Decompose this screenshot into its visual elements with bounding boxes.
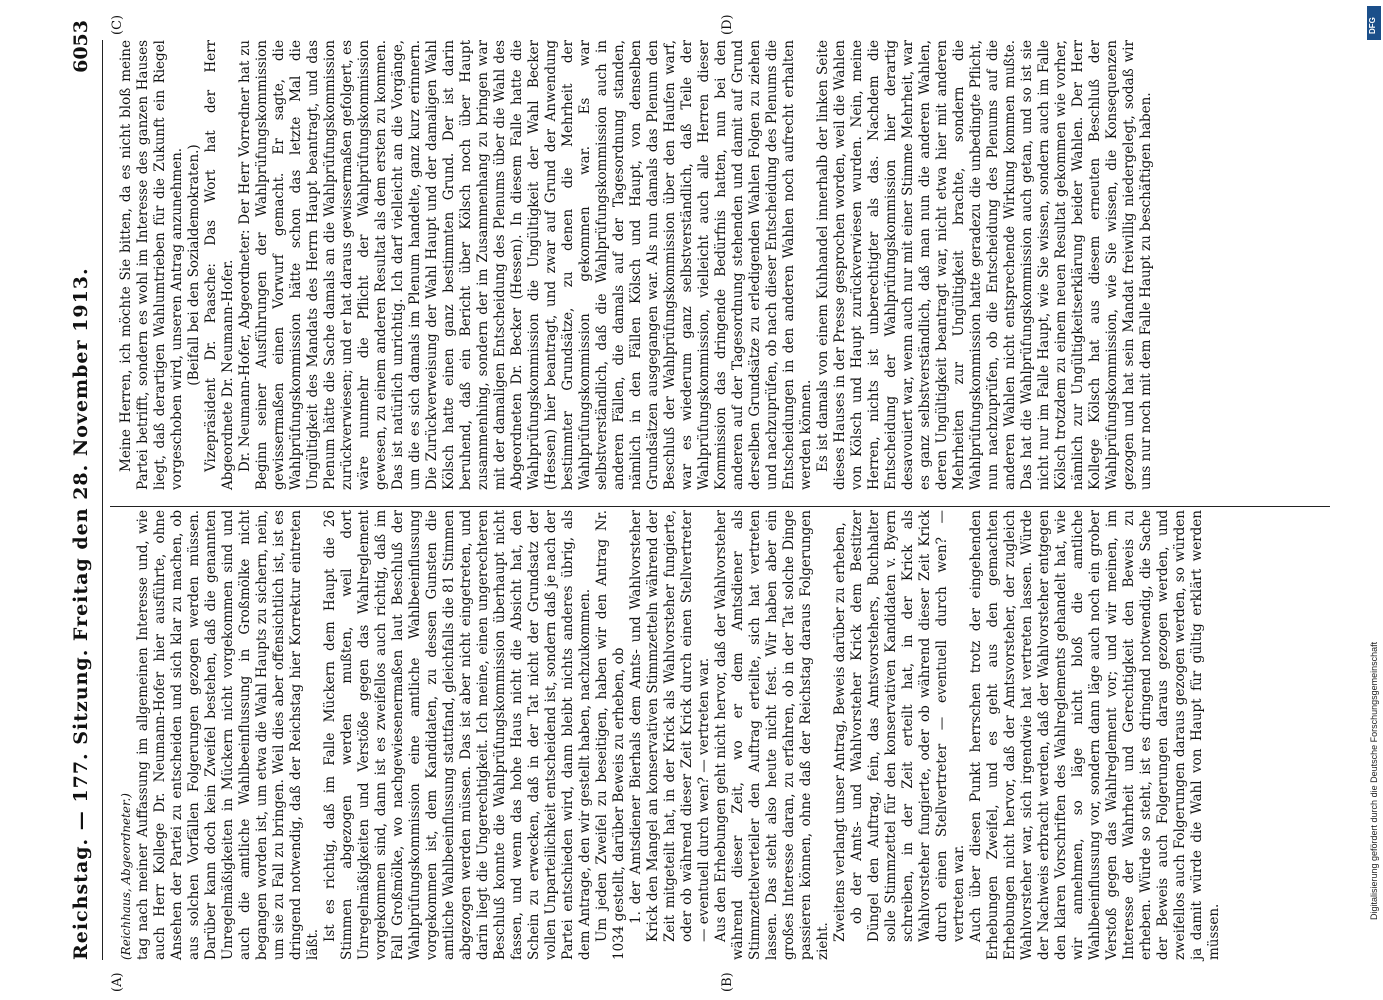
paragraph: Um jeden Zweifel zu beseitigen, haben wir den Antrag Nr. 1034 gestellt, darüber Beweis zu erheben, ob [594, 510, 627, 960]
paragraph: Zweitens verlangt unser Antrag, Beweis darüber zu erheben, [832, 522, 848, 942]
page-number: 6053 [70, 20, 92, 73]
left-column [118, 510, 1223, 960]
header-title: Reichstag. — 177. Sitzung. Freitag den 28. November 1913. [70, 267, 92, 960]
paragraph: Meine Herren, ich möchte Sie bitten, da es nicht bloß meine Partei betrifft, sondern es wohl im Interesse des ganzen Hauses liegt, daß derartigen Wahlumtrieben für die Zukunft ein Riegel vorgeschoben wird, unseren Antrag anzunehmen. [118, 40, 185, 490]
paragraph: tag nach meiner Auffassung im allgemeinen Interesse und, wie auch Herr Kollege Dr. Neumann-Hofer hier ausführte, ohne Ansehen der Partei zu entscheiden und sich klar zu machen, ob aus solchen Vorfällen Folgerungen gezogen werden müssen. Darüber kann doch kein Zweifel bestehen, daß die genannten Unregelmäßigkeiten in Mückern nicht vorgekommen sind und auch die amtliche Wahlbeeinflussung in Großmölke nicht begangen worden ist, um etwa die Wahl Haupts zu sichern, nein, um sie zu Fall zu bringen. Weil dies aber offensichtlich ist, ist es dringend notwendig, daß der Reichstag hier Korrektur eintreten läßt. [135, 510, 321, 960]
digitization-credit-text: Digitalisierung gefördert durch die Deutsche Forschungsgemeinschaft [1369, 641, 1379, 920]
dfg-logo-text: DFG [1368, 17, 1377, 34]
paragraph: Dr. Neumann-Hofer, Abgeordneter: Der Herr Vorredner hat zu Beginn seiner Ausführungen der Wahlprüfungskommission gewissermaßen einen Vorwurf gemacht. Er sagte, die Wahlprüfungskommission hätte schon das letzte Mal die Ungültigkeit des Mandats des Herrn Haupt beantragt, und das Plenum hätte die Sache damals an die Wahlprüfungskommission zurückverwiesen; und er hat daraus gewissermaßen gefolgert, es wäre nunmehr die Pflicht der Wahlprüfungskommission gewesen, zu einem anderen Resultat als dem ersten zu kommen. Das ist natürlich unrichtig. Ich darf vielleicht an die Vorgänge, um die es sich damals im Plenum handelte, ganz kurz erinnern. Die Zurückverweisung der Wahl Haupt und der damaligen Wahl Kölsch hatte einen ganz bestimmten Grund. Der ist darin beruhend, daß ein Bericht über Kölsch noch über Haupt zusammenhing, sondern der im Zusammenhang zu bringen war mit der damaligen Entscheidung des Plenums über die Wahl des Abgeordneten Dr. Becker (Hessen). In diesem Falle hatte die Wahlprüfungskommission die Ungültigkeit der Wahl Becker (Hessen) hier beantragt, und zwar auf Grund der Anwendung bestimmter Grundsätze, zu denen die Mehrheit der Wahlprüfungskommission gekommen war. Es war selbstverständlich, daß die Wahlprüfungskommission auch in anderen Fällen, die damals auf der Tagesordnung standen, nämlich in den Fällen Kölsch und Haupt, von denselben Grundsätzen ausgegangen war. Als nun damals das Plenum den Beschluß der Wahlprüfungskommission über den Haufen warf, war es wiederum ganz selbstverständlich, daß Teile der Wahlprüfungskommission, vielleicht auch alle Herren dieser Kommission das dringende Bedürfnis hatten, nun bei den anderen auf der Tagesordnung stehenden und damit auf Grund derselben Grundsätze zu erledigenden Wahlen Folgen zu ziehen und nachzuprüfen, ob nach dieser Entscheidung des Plenums die Entscheidungen in den anderen Wahlen noch aufrecht erhalten werden können. [237, 40, 814, 490]
header-rule [102, 40, 103, 960]
paragraph: Vizepräsident Dr. Paasche: Das Wort hat der Herr Abgeordnete Dr. Neumann-Hofer. [203, 40, 236, 490]
applause-note: (Beifall bei den Sozialdemokraten.) [186, 144, 202, 386]
paragraph: ob der Amts- und Wahlvorsteher Krick dem Bestitzer Düngel den Auftrag, fein, das Amtsvorstehers, Buchhalter solle Stimmzettel für den konservativen Kandidaten v. Byern schreiben, in der Zeit erteilt hat, in der Krick als Wahlvorsteher fungierte, oder ob während dieser Zeit Krick durch einen Stellvertreter — eventuell durch wen? — vertreten war. [849, 510, 967, 942]
running-speaker: (Reichhaus, Abgeordneter.) [119, 793, 133, 960]
paragraph: Ist es richtig, daß im Falle Mückern dem Haupt die 26 Stimmen abgezogen werden mußten, weil dort Unregelmäßigkeiten und Verstöße gegen das Wahlreglement vorgekommen sind, dann ist es zweifellos auch richtig, daß im Fall Großmölke, wo nachgewiesenermaßen laut Beschluß der Wahlprüfungskommission eine amtliche Wahlbeeinflussung vorgekommen ist, dem Kandidaten, zu dessen Gunsten die amtliche Wahlbeeinflussung stattfand, gleichfalls die 81 Stimmen abgezogen werden müssen. Das ist aber nicht eingetreten, und darin liegt die Ungerechtigkeit. Ich meine, einen ungerechteren Beschluß konnte die Wahlprüfungskommission überhaupt nicht fassen, und wenn das hohe Haus nicht die Absicht hat, den Schein zu erwecken, daß in der Tat nicht der Grundsatz der vollen Unparteilichkeit entscheidend ist, sondern daß je nach der Partei entschieden wird, dann bleibt nichts anderes übrig, als dem Antrage, den wir gestellt haben, nachzukommen. [322, 510, 593, 960]
margin-mark-b: (B) [720, 972, 735, 992]
page-header [60, 20, 100, 960]
right-column [118, 40, 1155, 490]
paragraph: Es ist damals von einem Kuhhandel innerhalb der linken Seite dieses Hauses in der Presse gesprochen worden, weil die Wahlen von Kölsch und Haupt zurückverwiesen wurden. Nein, meine Herren, nichts ist unberechtigter als das. Nachdem die Entscheidung der Wahlprüfungskommission hier derartig desavouiert war, wenn auch nur mit einer Stimme Mehrheit, war es ganz selbstverständlich, daß man nun die anderen Wahlen, deren Ungültigkeit beantragt war, nicht etwa hier mit anderen Mehrheiten zur Ungültigkeit brachte, sondern die Wahlprüfungskommission hatte geradezu die unbedingte Pflicht, nun nachzuprüfen, ob die Entscheidung des Plenums auf die anderen Wahlen nicht entsprechende Wirkung kommen mußte. Das hat die Wahlprüfungskommission auch getan, und so ist sie nicht nur im Falle Haupt, wie Sie wissen, sondern auch im Falle Kölsch trotzdem zu einem neuen Resultat gekommen wie vorher, nämlich zur Ungültigkeitserklärung beider Wahlen. Der Herr Kollege Kölsch hat aus diesem erneuten Beschluß der Wahlprüfungskommission, wie Sie wissen, die Konsequenzen gezogen und hat sein Mandat freiwillig niedergelegt, sodaß wir uns nur noch mit dem Falle Haupt zu beschäftigen haben. [815, 40, 1154, 490]
margin-mark-d: (D) [720, 14, 735, 35]
margin-mark-c: (C) [110, 14, 125, 35]
paragraph: Aus den Erhebungen geht nicht hervor, daß der Wahlvorsteher während dieser Zeit, wo er dem Amtsdiener als Stimmzettelverteiler den Auftrag erteilte, sich hat vertreten lassen. Das steht also heute nicht fest. Wir haben aber ein großes Interesse daran, zu erfahren, ob in der Tat solche Dinge passieren können, ohne daß der Reichstag daraus Folgerungen zieht. [713, 510, 831, 960]
paragraph: Auch über diesen Punkt herrschen trotz der eingehenden Erhebungen Zweifel, und es geht aus den gemachten Erhebungen nicht hervor, daß der Amtsvorsteher, der zugleich Wahlvorsteher war, sich irgendwie hat vertreten lassen. Würde der Nachweis erbracht werden, daß der Wahlvorsteher entgegen den klaren Vorschriften des Wahlreglements gehandelt hat, wie wir annehmen, so läge nicht bloß die amtliche Wahlbeeinflussung vor, sondern dann läge auch noch ein grober Verstoß gegen das Wahlreglement vor; und wir meinen, im Interesse der Wahrheit und Gerechtigkeit den Beweis zu erheben. Würde so steht, ist es dringend notwendig, die Sache der Beweis auch Folgerungen daraus gezogen werden, und zweifellos auch Folgerungen daraus gezogen werden, so würden ja damit würde die Wahl von Haupt für gültig erklärt werden müssen. [968, 510, 1222, 960]
paragraph: 1. der Amtsdiener Bierhals dem Amts- und Wahlvorsteher Krick den Mangel an konservativen Stimmzetteln während der Zeit mitgeteilt hat, in der Krick als Wahlvorsteher fungierte, oder ob während dieser Zeit Krick durch einen Stellvertreter — eventuell durch wen? — vertreten war. [628, 510, 712, 942]
margin-mark-a: (A) [110, 972, 125, 992]
digitization-credit [1367, 0, 1383, 1000]
column-divider [110, 506, 1330, 507]
rotated-page-content [60, 0, 1360, 1000]
